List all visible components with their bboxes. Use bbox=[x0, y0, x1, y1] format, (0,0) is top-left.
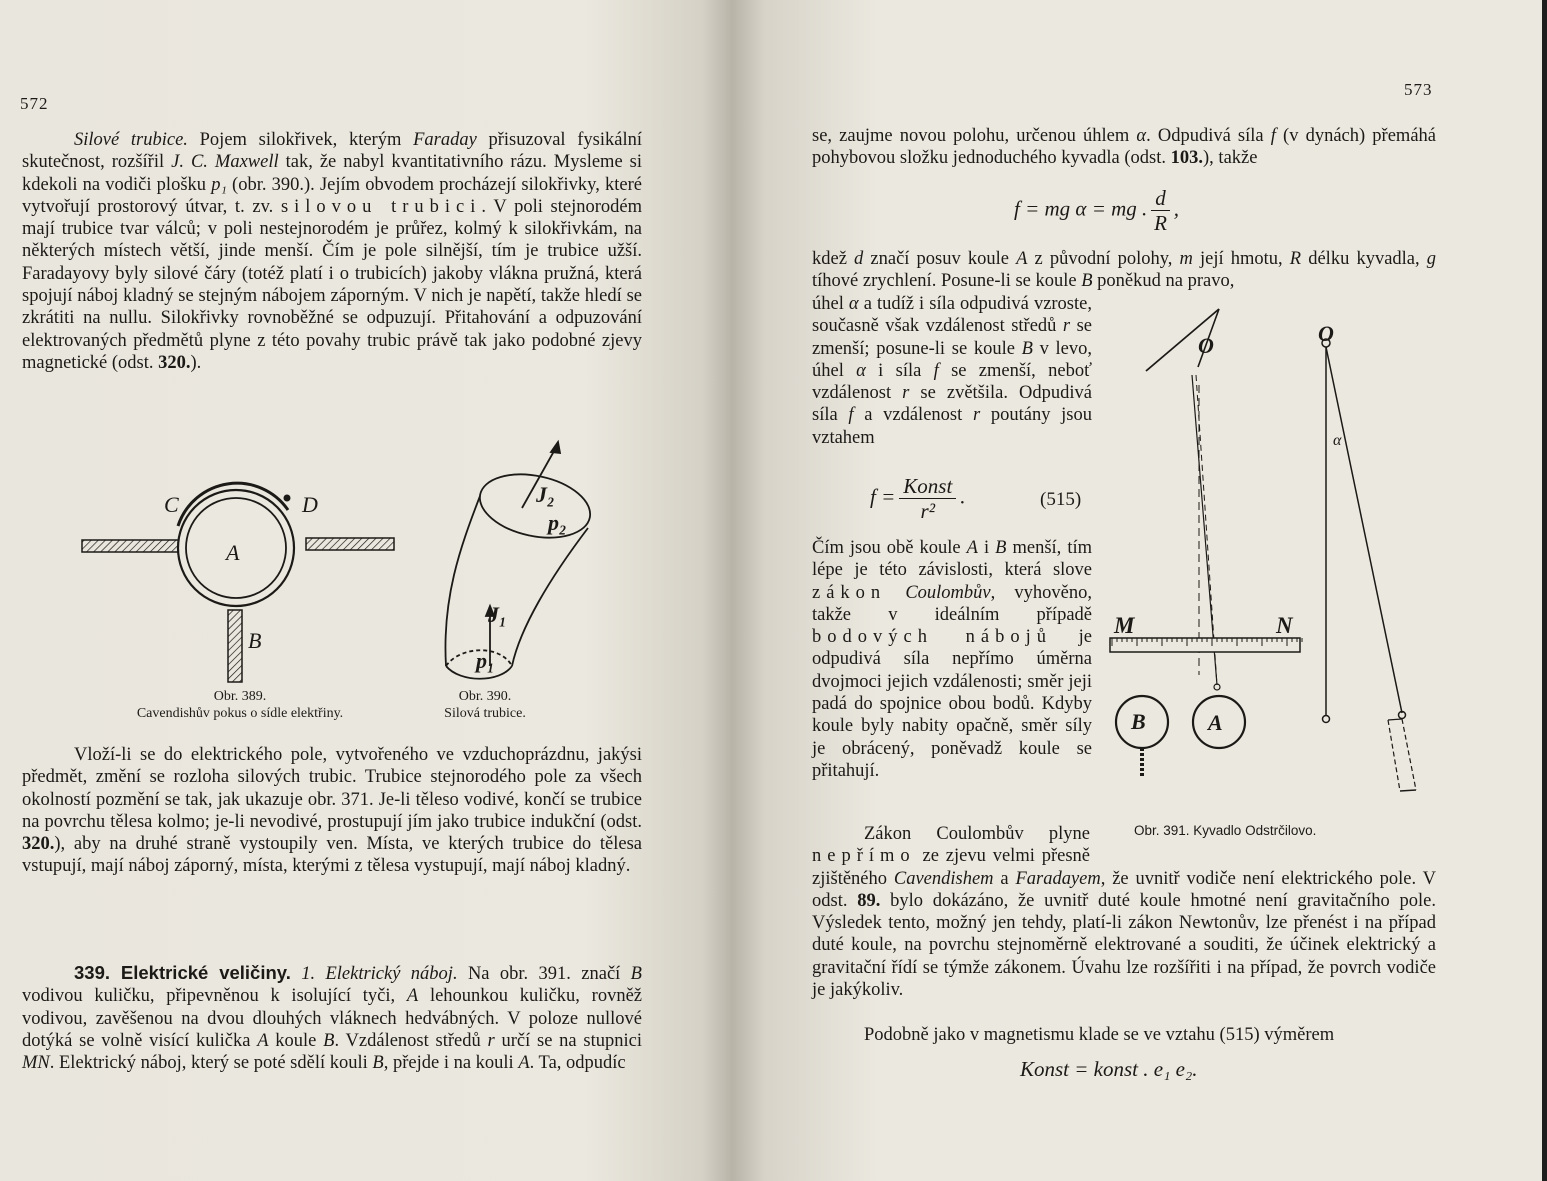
book-edge bbox=[1542, 0, 1547, 1181]
right-page bbox=[732, 0, 1542, 1181]
text-run: . V poli stejnorodém mají trubice tvar válců; v poli nestejnorodém je průřez, kolmý k silokřivkám, na některých místech větší, jinde menší. Čím je pole silnější, tím je trubice užší. Faradayovy byly silové čáry (totéž platí i o trubicích) jakoby vlákna pružná, která spojují náboj kladný se stejným nábojem záporným. V nich je napětí, takže hledí se zkrátiti na nullu. Silokřivky rovnoběžné se odpuzují. Přitahování a odpuzování elektrovaných předmětů plyne z této povahy trubic právě tak jako podobné zjevy magnetické (odst. bbox=[22, 196, 642, 373]
text-run: a vzdálenost bbox=[853, 405, 973, 426]
text-run: tíhové zrychlení. Posune-li se koule bbox=[812, 271, 1082, 292]
symbol: B bbox=[1021, 338, 1033, 359]
formula-tail: . bbox=[960, 484, 966, 509]
side-bracket-left bbox=[1388, 720, 1400, 791]
paragraph-intro: Silové trubice. bbox=[74, 130, 188, 150]
symbol: B bbox=[995, 538, 1007, 558]
tube-left-wall bbox=[445, 496, 480, 666]
label-o-left: O bbox=[1198, 333, 1214, 358]
side-bracket-bottom bbox=[1400, 790, 1416, 791]
text-run: tak, že nabyl kvantitativního rázu. Mysleme si kdekoli na vodiči plošku bbox=[22, 152, 642, 195]
fraction-denominator: R bbox=[1154, 211, 1167, 235]
text-run: poutány jsou vztahem bbox=[812, 405, 1092, 448]
label-p2: p₂ bbox=[548, 510, 567, 535]
symbol: α bbox=[1136, 126, 1147, 146]
subsection-title: 1. Elektrický náboj. bbox=[301, 964, 458, 984]
page-number-left: 572 bbox=[20, 94, 49, 113]
symbol: α bbox=[848, 294, 859, 314]
elektricke-veliciny-paragraph bbox=[22, 962, 642, 1074]
name-maxwell: J. C. Maxwell bbox=[171, 152, 279, 173]
label-j2: J₂ bbox=[536, 482, 555, 507]
formula-tail: , bbox=[1173, 196, 1180, 221]
side-bracket-top bbox=[1388, 719, 1402, 720]
text-run: se, zaujme novou polohu, určenou úhlem bbox=[812, 126, 1137, 146]
text-run: Na obr. 391. značí bbox=[457, 964, 631, 984]
caption-390-number: Obr. 390. bbox=[458, 689, 512, 704]
fraction-konst-over-r2 bbox=[899, 474, 956, 523]
text-run: se zmenší; posune-li se koule bbox=[812, 316, 1092, 359]
contact-point-d bbox=[284, 495, 290, 501]
equation-number-515: (515) bbox=[1040, 489, 1082, 510]
right-insulating-rod bbox=[306, 538, 394, 550]
symbol: r bbox=[1062, 316, 1071, 337]
caption-391: Obr. 391. Kyvadlo Odstrčilovo. bbox=[1134, 823, 1317, 838]
label-o-right: O bbox=[1318, 321, 1334, 346]
deflected-pendulum-line bbox=[1326, 347, 1402, 713]
symbol: A bbox=[966, 538, 978, 558]
caption-389-text: Cavendishův pokus o sídle elektřiny. bbox=[136, 706, 344, 721]
podobne-paragraph bbox=[812, 1024, 1436, 1046]
figure-390 bbox=[430, 438, 600, 688]
label-alpha: α bbox=[1333, 432, 1342, 449]
text-run: značí posuv koule bbox=[863, 249, 1017, 269]
text-run: z původní polohy, bbox=[1027, 249, 1180, 269]
name-faraday: Faradayem bbox=[1015, 868, 1101, 889]
label-j1: J₁ bbox=[488, 602, 507, 627]
section-heading-339: 339. Elektrické veličiny. bbox=[74, 962, 291, 983]
label-d: D bbox=[302, 492, 318, 517]
symbol: f bbox=[848, 405, 854, 426]
symbol: m bbox=[1179, 249, 1193, 269]
left-page bbox=[0, 0, 732, 1181]
bottom-insulating-stand bbox=[228, 610, 242, 682]
symbol: r bbox=[902, 383, 910, 404]
text-run: Pojem silokřivek, kterým bbox=[187, 130, 414, 150]
caption-390-text: Silová trubice. bbox=[444, 706, 526, 721]
text-run: Vloží-li se do elektrického pole, vytvořeného ve vzduchoprázdnu, jakýsi předmět, změní se rozloha silových trubic. Trubice stejnorodého pole za všech okolností pozmění se tak, jak ukazuje obr. 371. Je-li těleso vodivé, končí se trubice na povrchu tělesa kolmo; je-li nevodivé, prostupují jím jako trubice indukční (odst. bbox=[22, 745, 642, 832]
symbol: d bbox=[854, 249, 864, 269]
text-run: , že uvnitř vodiče není elektrického pole. V odst. bbox=[812, 868, 1436, 911]
text-run: Zákon Coulombův plyne bbox=[864, 824, 1090, 844]
tube-right-wall bbox=[512, 528, 588, 666]
rest-pendulum-bob bbox=[1323, 716, 1330, 723]
text-run: . Elektrický náboj, který se poté sdělí kouli bbox=[49, 1053, 373, 1074]
symbol: R bbox=[1289, 249, 1302, 269]
caption-389-number: Obr. 389. bbox=[213, 689, 267, 704]
kdez-paragraph bbox=[812, 248, 1436, 293]
symbol: B bbox=[323, 1030, 335, 1051]
text-run: v levo, úhel bbox=[812, 338, 1092, 381]
silove-trubice-paragraph bbox=[22, 129, 642, 374]
spaced-term: nepřímo bbox=[812, 846, 916, 867]
cim-jsou-paragraph bbox=[812, 537, 1092, 782]
text-run: (v dynách) přemáhá pohybovou složku jednoduchého kyvadla (odst. bbox=[812, 126, 1436, 169]
text-run: ), takže bbox=[1203, 148, 1258, 169]
text-run: lehounkou kuličku, rovněž vodivou, zavěšenou na dvou dlouhých vláknech hedvábných. V poloze nullové dotýká se volně visící kulička bbox=[22, 986, 642, 1051]
label-ball-a: A bbox=[1208, 710, 1223, 735]
symbol: B bbox=[1081, 271, 1093, 292]
text-run: její hmotu, bbox=[1192, 249, 1290, 269]
vlozi-li-paragraph bbox=[22, 744, 642, 878]
symbol: A bbox=[1016, 249, 1028, 269]
text-run: . Vzdálenost středů bbox=[334, 1030, 488, 1051]
symbol: r bbox=[972, 405, 981, 426]
label-a: A bbox=[226, 540, 240, 565]
text-run: a bbox=[993, 868, 1016, 889]
text-run: ). bbox=[190, 352, 202, 373]
text-run: a tudíž i síla odpudivá vzroste, současně však vzdálenost středů bbox=[812, 294, 1092, 337]
text-run: Podobně jako v magnetismu klade se ve vztahu (515) výměrem bbox=[864, 1025, 1335, 1045]
symbol-p1: p₁ bbox=[211, 174, 227, 195]
text-run: koule bbox=[268, 1030, 324, 1051]
text-run: menší, tím lépe je této závislosti, která slove bbox=[812, 538, 1092, 581]
text-run: . Odpudivá síla bbox=[1146, 126, 1271, 146]
text-run: . Ta, odpudíc bbox=[529, 1053, 626, 1074]
label-m: M bbox=[1114, 613, 1135, 638]
name-coulomb: Coulombův bbox=[905, 582, 991, 603]
symbol: f bbox=[1270, 126, 1276, 146]
caption-390 bbox=[420, 688, 550, 722]
formula-coulomb bbox=[870, 474, 966, 523]
symbol: B bbox=[630, 964, 642, 984]
fraction-denominator: r² bbox=[920, 499, 935, 523]
symbol: B bbox=[372, 1053, 384, 1074]
text-run: vodivou kuličku, připevněnou k isolující tyči, bbox=[22, 986, 407, 1007]
name-faraday: Faraday bbox=[413, 130, 477, 150]
caption-389 bbox=[60, 688, 420, 722]
label-c: C bbox=[164, 492, 179, 517]
text-run: ze zjevu velmi přesně zjištěného bbox=[812, 846, 1090, 889]
symbol: A bbox=[406, 986, 419, 1007]
side-bracket-right bbox=[1402, 719, 1416, 790]
formula-konst: Konst = konst . e₁ e₂. bbox=[1020, 1057, 1198, 1081]
spaced-term: zákon bbox=[812, 582, 887, 603]
symbol: α bbox=[856, 360, 866, 381]
symbol: MN bbox=[22, 1053, 50, 1074]
section-reference: 89. bbox=[857, 890, 881, 911]
symbol: r bbox=[487, 1030, 495, 1051]
fraction-numerator: d bbox=[1151, 186, 1170, 211]
formula-lhs: f = bbox=[870, 484, 896, 509]
section-reference: 103. bbox=[1170, 148, 1204, 169]
label-p1: p₁ bbox=[476, 648, 495, 673]
fraction-d-over-r bbox=[1151, 186, 1170, 235]
text-run: přisuzoval fysikální skutečnost, rozšířil bbox=[22, 130, 642, 173]
text-run: i bbox=[977, 538, 996, 558]
text-run: délku kyvadla, bbox=[1301, 249, 1427, 269]
figure-float-spacer bbox=[1090, 823, 1436, 863]
text-run: i síla bbox=[865, 360, 934, 381]
text-run: úhel bbox=[812, 294, 849, 314]
upper-cross-section-p2 bbox=[474, 465, 596, 547]
arrow-j2-head bbox=[551, 442, 560, 453]
uhel-paragraph bbox=[812, 293, 1092, 449]
symbol: f bbox=[933, 360, 939, 381]
page-number-right: 573 bbox=[1404, 80, 1433, 99]
symbol: g bbox=[1426, 249, 1436, 269]
text-run: bylo dokázáno, že uvnitř duté koule hmotné není gravitačního pole. Výsledek tento, možný jen tehdy, platí-li zákon Newtonův, lze přenést i na případ duté koule, na povrchu stejnoměrně elektrované a souditi, že účinek elektrický a gravitační řídí se týmže zákonem. Úvahu lze rozšířiti i na případ, že povrch vodiče je jakýkoliv. bbox=[812, 890, 1437, 1001]
text-run: poněkud na pravo, bbox=[1092, 271, 1235, 292]
text-run: Čím jsou obě koule bbox=[812, 538, 967, 558]
fraction-numerator: Konst bbox=[899, 474, 956, 499]
spaced-term: bodových nábojů bbox=[812, 627, 1052, 648]
figure-391 bbox=[1104, 295, 1449, 810]
text-run: je odpudivá síla nepřímo úměrna dvojmoci jejich vzdálenosti; směr jeji padá do spojnice obou bodů. Kdyby koule byly nabity opačně, směr síly je obrácený, poněvadž koule se přitahují. bbox=[812, 627, 1092, 781]
label-n: N bbox=[1276, 613, 1293, 638]
pendulum-paragraph bbox=[812, 125, 1436, 170]
text-run: se zvětšila. Odpudivá síla bbox=[812, 383, 1092, 426]
symbol: A bbox=[518, 1053, 530, 1074]
text-run: (obr. 390.). Jejím obvodem procházejí silokřivky, které vytvořují prostorový útvar, t. zv. bbox=[22, 174, 642, 217]
left-insulating-rod bbox=[82, 540, 182, 552]
symbol: A bbox=[257, 1030, 269, 1051]
text-run: ), aby na druhé straně vystoupily ven. Místa, ve kterých trubice do tělesa vstupují, mají náboj záporný, místa, kterými z tělesa vystupují, mají náboj kladný. bbox=[22, 834, 642, 877]
text-run: , vyhověno, takže v ideálním případě bbox=[812, 582, 1092, 625]
text-run: určí se na stupnici bbox=[494, 1030, 642, 1051]
label-b: B bbox=[248, 628, 262, 653]
name-cavendish: Cavendishem bbox=[893, 868, 994, 889]
text-run bbox=[886, 583, 905, 603]
section-reference: 320. bbox=[22, 834, 55, 855]
text-run: se zmenší, neboť vzdálenost bbox=[812, 360, 1092, 404]
text-run: , přejde i na kouli bbox=[383, 1053, 519, 1074]
figure-389 bbox=[76, 470, 406, 690]
section-reference: 320. bbox=[158, 352, 191, 373]
formula-lhs: f = mg α = mg . bbox=[1014, 196, 1148, 221]
label-ball-b: B bbox=[1131, 709, 1146, 734]
zakon-coulombuv-lead bbox=[812, 823, 1436, 1001]
formula-force-pendulum bbox=[1014, 186, 1179, 235]
spaced-term: silovou trubici bbox=[280, 196, 482, 217]
text-run: kdež bbox=[812, 249, 855, 269]
